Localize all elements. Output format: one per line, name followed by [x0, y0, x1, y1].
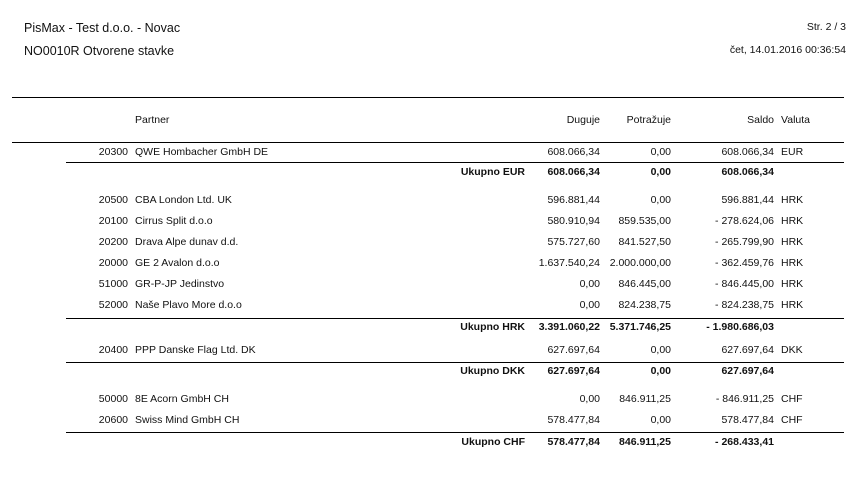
report-date: čet, 14.01.2016 00:36:54 [729, 44, 846, 56]
group-total-divider [66, 318, 844, 319]
group-total-divider [66, 362, 844, 363]
partner-code: 20200 [98, 236, 128, 248]
saldo-value: - 265.799,90 [715, 236, 774, 248]
partner-code: 52000 [98, 299, 128, 311]
group-total-row [0, 321, 856, 336]
total-potrazuje: 0,00 [650, 365, 671, 377]
partner-code: 51000 [98, 278, 128, 290]
partner-name: GE 2 Avalon d.o.o [135, 257, 220, 269]
valuta-value: DKK [781, 344, 803, 356]
valuta-value: HRK [781, 236, 804, 248]
partner-code: 20500 [98, 194, 128, 206]
valuta-value: CHF [781, 393, 803, 405]
table-row [0, 194, 856, 209]
potrazuje-value: 846.911,25 [619, 393, 671, 405]
duguje-value: 0,00 [579, 299, 600, 311]
saldo-value: - 846.445,00 [715, 278, 774, 290]
saldo-value: - 846.911,25 [715, 393, 774, 405]
table-row [0, 146, 856, 161]
table-row [0, 278, 856, 293]
partner-name: QWE Hombacher GmbH DE [135, 146, 269, 158]
total-saldo: - 268.433,41 [715, 436, 774, 448]
valuta-value: HRK [781, 299, 804, 311]
duguje-value: 608.066,34 [547, 146, 600, 158]
potrazuje-value: 2.000.000,00 [609, 257, 671, 269]
total-duguje: 3.391.060,22 [538, 321, 600, 333]
table-row [0, 414, 856, 429]
table-row [0, 393, 856, 408]
saldo-value: - 824.238,75 [715, 299, 774, 311]
total-label: Ukupno HRK [460, 321, 525, 333]
partner-name: PPP Danske Flag Ltd. DK [135, 344, 256, 356]
total-potrazuje: 5.371.746,25 [609, 321, 671, 333]
total-label: Ukupno EUR [460, 166, 525, 178]
total-duguje: 608.066,34 [547, 166, 600, 178]
group-total-row [0, 365, 856, 380]
potrazuje-value: 841.527,50 [618, 236, 671, 248]
saldo-value: - 362.459,76 [715, 257, 774, 269]
total-potrazuje: 846.911,25 [619, 436, 671, 448]
potrazuje-value: 846.445,00 [618, 278, 671, 290]
partner-name: Swiss Mind GmbH CH [135, 414, 240, 426]
total-label: Ukupno CHF [461, 436, 525, 448]
total-saldo: - 1.980.686,03 [706, 321, 774, 333]
table-row [0, 215, 856, 230]
potrazuje-value: 0,00 [650, 146, 671, 158]
table-row [0, 299, 856, 314]
potrazuje-value: 859.535,00 [618, 215, 671, 227]
saldo-value: 627.697,64 [721, 344, 774, 356]
column-header-duguje: Duguje [566, 114, 600, 126]
valuta-value: EUR [781, 146, 804, 158]
total-potrazuje: 0,00 [650, 166, 671, 178]
partner-name: CBA London Ltd. UK [135, 194, 232, 206]
group-total-divider [66, 162, 844, 163]
column-header-potrazuje: Potražuje [626, 114, 671, 126]
valuta-value: CHF [781, 414, 803, 426]
partner-code: 20100 [98, 215, 128, 227]
partner-code: 50000 [98, 393, 128, 405]
partner-name: GR-P-JP Jedinstvo [135, 278, 225, 290]
partner-code: 20000 [98, 257, 128, 269]
partner-name: Cirrus Split d.o.o [135, 215, 213, 227]
potrazuje-value: 0,00 [650, 194, 671, 206]
partner-code: 20300 [98, 146, 128, 158]
page-number: Str. 2 / 3 [806, 21, 846, 33]
saldo-value: 578.477,84 [721, 414, 774, 426]
duguje-value: 578.477,84 [547, 414, 600, 426]
valuta-value: HRK [781, 278, 804, 290]
duguje-value: 596.881,44 [547, 194, 600, 206]
partner-code: 20600 [98, 414, 128, 426]
saldo-value: - 278.624,06 [715, 215, 774, 227]
group-total-row [0, 436, 856, 451]
valuta-value: HRK [781, 215, 804, 227]
valuta-value: HRK [781, 194, 804, 206]
potrazuje-value: 0,00 [650, 344, 671, 356]
saldo-value: 596.881,44 [721, 194, 774, 206]
report-title: NO0010R Otvorene stavke [24, 44, 175, 58]
total-saldo: 608.066,34 [721, 166, 774, 178]
group-total-divider [66, 432, 844, 433]
total-label: Ukupno DKK [460, 365, 525, 377]
partner-name: Naše Plavo More d.o.o [135, 299, 242, 311]
table-row [0, 257, 856, 272]
duguje-value: 0,00 [579, 393, 600, 405]
duguje-value: 627.697,64 [547, 344, 600, 356]
potrazuje-value: 0,00 [650, 414, 671, 426]
column-header-saldo: Saldo [747, 114, 774, 126]
saldo-value: 608.066,34 [721, 146, 774, 158]
total-duguje: 627.697,64 [547, 365, 600, 377]
column-header-partner: Partner [135, 114, 170, 126]
table-row [0, 344, 856, 359]
company-title: PisMax - Test d.o.o. - Novac [24, 21, 181, 35]
duguje-value: 575.727,60 [547, 236, 600, 248]
partner-name: 8E Acorn GmbH CH [135, 393, 229, 405]
potrazuje-value: 824.238,75 [618, 299, 671, 311]
duguje-value: 580.910,94 [547, 215, 600, 227]
duguje-value: 1.637.540,24 [538, 257, 600, 269]
partner-code: 20400 [98, 344, 128, 356]
column-header-valuta: Valuta [781, 114, 810, 126]
duguje-value: 0,00 [579, 278, 600, 290]
total-duguje: 578.477,84 [547, 436, 600, 448]
table-row [0, 236, 856, 251]
valuta-value: HRK [781, 257, 804, 269]
partner-name: Drava Alpe dunav d.d. [135, 236, 239, 248]
total-saldo: 627.697,64 [721, 365, 774, 377]
group-total-row [0, 166, 856, 181]
